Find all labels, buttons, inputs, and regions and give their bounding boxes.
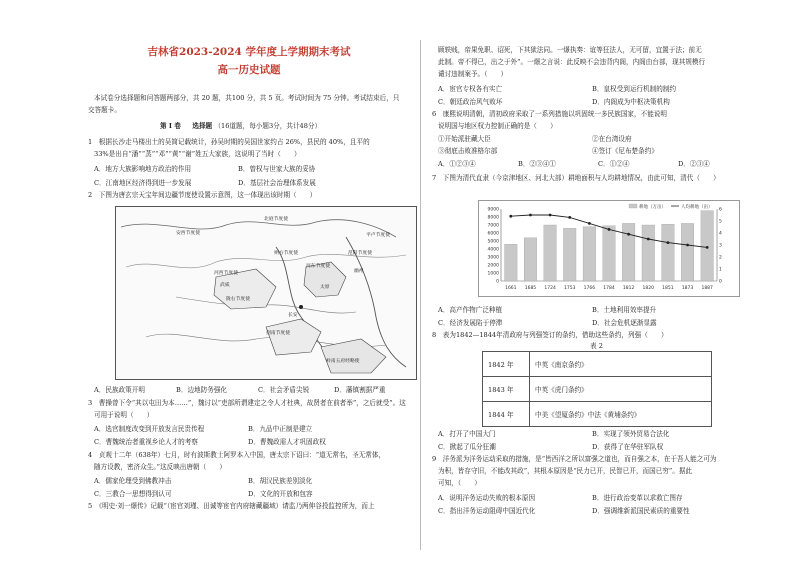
q6-item-2: ②在台湾设府 bbox=[592, 135, 632, 143]
x-tick-label: 1661 bbox=[505, 286, 517, 291]
line-point bbox=[686, 244, 689, 247]
q3-option-b[interactable]: B．九品中正制是建立 bbox=[248, 425, 313, 433]
intro-line-2: 交答题卡。 bbox=[88, 106, 121, 114]
y-tick-label-left: 7000 bbox=[487, 223, 499, 229]
map-label-lingnan: 岭南五府经略使 bbox=[326, 359, 360, 364]
q3-line-1: 3 曹操曾下令“其以屯田为本……”，魏讨以“吏部所谓建定之令人才杜典，故贤者在前者举”，之后就受”。这 bbox=[88, 399, 406, 407]
q9-option-b[interactable]: B．进行政治变革以求救亡图存 bbox=[592, 494, 683, 502]
q3-option-c[interactable]: C．曹魏统治者重视乡论人才的考察 bbox=[94, 438, 198, 446]
q2-option-c[interactable]: C．社会矛盾尖锐 bbox=[258, 386, 310, 394]
q5-cont-line-1: 顾轶贱，帝果免职、诏死，下其狱法同。一燝执奏：谊等狂法人，无可留，宜置于法；前无 bbox=[438, 46, 702, 54]
section-note: （16道题，每小题3分，共计48分） bbox=[214, 122, 322, 130]
q9-line-1: 9 洋务派为洋务运动采取的措施，是“皆西洋之所以富强之道也，而自强之本，在于吾人能之可为 bbox=[432, 455, 717, 463]
table-row bbox=[483, 352, 712, 377]
q6-option-b[interactable]: B．②③④① bbox=[518, 160, 556, 168]
q7-option-d[interactable]: D．社会危机逐渐显露 bbox=[592, 319, 657, 327]
q6-stem: 6 康熙说明清朝，清初政府采取了一系列措施以巩固统一多民族国家，不能说明 bbox=[432, 110, 667, 118]
map-label-longyou: 陇右节度使 bbox=[226, 297, 250, 302]
legend-bar-label: 耕地（万亩） bbox=[639, 205, 666, 210]
table-cell-treaty: 中美《望厦条约》中法《黄埔条约》 bbox=[530, 402, 712, 427]
y-tick-label-right: 0 bbox=[719, 279, 722, 285]
x-tick-label: 1685 bbox=[524, 286, 537, 291]
y-tick-label-left: 4000 bbox=[487, 247, 499, 253]
exam-title: 吉林省2023-2024 学年度上学期期末考试 bbox=[147, 46, 351, 58]
q5-option-d[interactable]: D．内阁成为中枢决策机构 bbox=[592, 98, 670, 106]
table-cell-treaty: 中英《虎门条约》 bbox=[530, 377, 712, 402]
q2-option-a[interactable]: A．民族政策开明 bbox=[94, 386, 145, 394]
q5-option-b[interactable]: B．皇权受到运行机制的制约 bbox=[592, 85, 676, 93]
q7-option-b[interactable]: B．土地利用效率提升 bbox=[592, 306, 657, 314]
bar bbox=[622, 223, 635, 281]
farmland-chart bbox=[478, 200, 740, 297]
x-tick-label: 1766 bbox=[583, 286, 596, 291]
exam-subtitle: 高一历史试题 bbox=[217, 64, 281, 76]
y-tick-label-right: 6 bbox=[719, 207, 722, 213]
line-point bbox=[509, 215, 512, 218]
q4-option-a[interactable]: A．儒家伦理受到佛教冲击 bbox=[94, 477, 172, 485]
x-tick-label: 1887 bbox=[701, 286, 713, 291]
q8-option-c[interactable]: C．掀起了瓜分狂潮 bbox=[438, 443, 496, 451]
line-point bbox=[549, 214, 552, 217]
map-label-taiyuan: 太原 bbox=[320, 285, 330, 290]
q6-stem-2: 说明国与地区权力控制正确的是（ ） bbox=[438, 122, 557, 130]
bar bbox=[603, 226, 616, 281]
q9-option-c[interactable]: C．指出洋务运动阻碍中国近代化 bbox=[438, 507, 536, 515]
q5-cont-line-3: 谴讨违制案予。（ ） bbox=[438, 70, 508, 78]
q4-line-1: 4 贞观十二年（638年）七月，时有波斯教士阿罗本入中国，唐太宗下诏曰：“道无常名，圣无常体， bbox=[88, 451, 386, 459]
q5-option-a[interactable]: A．宦官专权各有实亡 bbox=[438, 85, 503, 93]
q8-stem: 8 表为1842—1844年清政府与列强签订的条约，借助这些条约，列强（ ） bbox=[432, 331, 668, 339]
x-tick-label: 1724 bbox=[544, 286, 556, 291]
line-point bbox=[588, 222, 591, 225]
y-tick-label-right: 3 bbox=[719, 243, 722, 249]
q4-option-d[interactable]: D．文化的开放和包容 bbox=[248, 490, 313, 498]
bar bbox=[662, 224, 675, 281]
q4-option-b[interactable]: B．胡汉民族差别淡化 bbox=[248, 477, 313, 485]
q1-option-d[interactable]: D．基层社会治理体系发展 bbox=[238, 179, 316, 187]
bar bbox=[642, 225, 655, 281]
map-label-hedong: 河东节度使 bbox=[306, 264, 330, 269]
map-label-changan: 长安 bbox=[288, 313, 298, 318]
treaty-table bbox=[482, 351, 712, 427]
q1-line-1: 1 根据长沙走马楼出土的吴简记载统计，孙吴时期的吴国世家约占 26%，县民的 40%，且平的 bbox=[88, 138, 370, 146]
line-point bbox=[608, 228, 611, 231]
y-tick-label-left: 2000 bbox=[487, 263, 499, 269]
y-tick-label-left: 1000 bbox=[487, 271, 499, 277]
y-tick-label-left: 0 bbox=[496, 279, 499, 285]
bar bbox=[563, 228, 576, 281]
q7-stem: 7 下图为清代直隶（今京津地区、河北大部）耕地面积与人均耕地情况，由此可知，清代（ ） bbox=[432, 174, 720, 182]
map-label-wuwei: 武威 bbox=[220, 283, 230, 288]
y-tick-label-right: 5 bbox=[719, 219, 722, 225]
map-label-fanyang: 范阳节度使 bbox=[348, 251, 372, 256]
q2-option-d[interactable]: D．藩镇割据严重 bbox=[334, 386, 386, 394]
q6-option-c[interactable]: C．①②④ bbox=[598, 160, 630, 168]
map-label-pinglu: 平卢节度使 bbox=[366, 233, 390, 238]
section-label: 第 Ⅰ 卷 bbox=[160, 122, 181, 130]
column-divider bbox=[420, 40, 421, 550]
line-point bbox=[627, 233, 630, 236]
tang-military-map bbox=[115, 206, 417, 380]
bar bbox=[524, 238, 537, 281]
table-cell-year: 1844 年 bbox=[483, 402, 530, 427]
q5-line-1: 5 《明史·刘一燝传》记载“（宦官刘瑾、田诚等宦官内府辖藏疆域）请监乃两伸谷投监控所为，而上 bbox=[88, 502, 375, 510]
bar bbox=[583, 227, 596, 281]
table-cell-treaty: 中英《南京条约》 bbox=[530, 352, 712, 377]
y-tick-label-left: 5000 bbox=[487, 239, 499, 245]
section-header bbox=[160, 120, 321, 132]
q8-table-label: 表 2 bbox=[590, 342, 603, 350]
q8-option-b[interactable]: B．实现了领外贸易合法化 bbox=[592, 430, 670, 438]
x-tick-label: 1851 bbox=[662, 286, 674, 291]
legend-line-label: 人均耕地（亩） bbox=[681, 205, 713, 210]
q6-item-3: ③彻底击败准格尔部 bbox=[438, 147, 498, 155]
q5-cont-line-2: 此制。帝不得已，出之于外”。一燝之言说：此反映不会违背内阁，内阁由台部，现其规模行 bbox=[438, 58, 706, 66]
q1-option-a[interactable]: A．地方大族影响地方政治的作用 bbox=[94, 165, 192, 173]
q6-option-a[interactable]: A．①②③④ bbox=[438, 160, 476, 168]
section-title: 选择题 bbox=[192, 122, 213, 130]
q7-option-a[interactable]: A．高产作物广泛种植 bbox=[438, 306, 503, 314]
line-point bbox=[647, 238, 650, 241]
x-tick-label: 1820 bbox=[642, 286, 654, 291]
y-tick-label-right: 2 bbox=[719, 255, 722, 261]
q6-item-4: ④签订《尼布楚条约》 bbox=[592, 147, 658, 155]
q9-line-3: 可知，（ ） bbox=[438, 479, 481, 487]
line-point bbox=[529, 214, 532, 217]
q1-option-c[interactable]: C．江南地区经济得到进一步发展 bbox=[94, 179, 192, 187]
q9-option-a[interactable]: A．说明洋务运动失败的根本原因 bbox=[438, 494, 536, 502]
map-label-beiting: 北庭节度使 bbox=[264, 217, 288, 222]
map-label-anxi: 安西节度使 bbox=[176, 231, 200, 236]
table-row bbox=[483, 377, 712, 402]
map-label-shuofang: 朔方节度使 bbox=[274, 251, 298, 256]
q1-option-b[interactable]: B．曾权与世家大族的妥协 bbox=[238, 165, 316, 173]
map-label-hexi: 河西节度使 bbox=[214, 271, 238, 276]
y-tick-label-left: 3000 bbox=[487, 255, 499, 261]
table-row bbox=[483, 402, 712, 427]
q2-stem: 2 下图为唐玄宗天宝年间边疆节度使设置示意图，这一体现出该时期（ ） bbox=[88, 191, 317, 199]
table-cell-year: 1843 年 bbox=[483, 377, 530, 402]
q3-option-a[interactable]: A．选官制度改变到开放发言民贵传程 bbox=[94, 425, 205, 433]
q9-option-d[interactable]: D．强调维新派国民素质的重要性 bbox=[592, 507, 690, 515]
x-tick-label: 1873 bbox=[681, 286, 694, 291]
q4-option-c[interactable]: C．三教合一思想得到认可 bbox=[94, 490, 172, 498]
bar bbox=[544, 225, 557, 281]
q1-line-2: 33%是出自“潘”“蒸”“邓”“黄”“谢”姓五大家族，这说明了当时（ ） bbox=[94, 150, 301, 158]
q6-option-d[interactable]: D．②③④ bbox=[678, 160, 710, 168]
q2-option-b[interactable]: B．边地防务强化 bbox=[176, 386, 228, 394]
intro-line-1: 本试卷分选择题和问答题两部分，共 20 题，共100 分，共 5 页。考试时间为 75 分钟。考试结束后，只 bbox=[94, 94, 400, 102]
q5-option-c[interactable]: C．朝廷政治风气败坏 bbox=[438, 98, 503, 106]
y-tick-label-left: 8000 bbox=[487, 215, 499, 221]
y-tick-label-left: 9000 bbox=[487, 207, 499, 213]
map-label-jiannan: 剑南节度使 bbox=[266, 331, 290, 336]
q3-line-2: 可用于说明（ ） bbox=[94, 411, 154, 419]
x-tick-label: 1753 bbox=[564, 286, 576, 291]
line-point bbox=[667, 241, 670, 244]
q8-option-d[interactable]: D．获得了在华驻军队权 bbox=[592, 443, 664, 451]
line-point bbox=[568, 216, 571, 219]
map-label-youzhou: 幽州 bbox=[354, 269, 364, 274]
q9-line-2: 为积，皆存守旧，不能改其政”，其根本原因是“民力已开，民智已开，而国已穷”。据此 bbox=[438, 467, 693, 475]
y-tick-label-right: 1 bbox=[719, 267, 722, 273]
chart-svg bbox=[479, 201, 739, 296]
table-cell-year: 1842 年 bbox=[483, 352, 530, 377]
y-tick-label-left: 6000 bbox=[487, 231, 499, 237]
bar bbox=[681, 223, 694, 281]
q4-line-2: 随方设教，密济众生。”这反映出唐朝（ ） bbox=[94, 463, 226, 471]
q8-option-a[interactable]: A．打开了中国大门 bbox=[438, 430, 496, 438]
legend-bar-swatch bbox=[629, 204, 637, 208]
q7-option-c[interactable]: C．经济发展陷于停滞 bbox=[438, 319, 503, 327]
q6-item-1: ①开始派驻藏大臣 bbox=[438, 135, 491, 143]
x-tick-label: 1812 bbox=[622, 286, 635, 291]
x-tick-label: 1784 bbox=[603, 286, 615, 291]
line-point bbox=[706, 246, 709, 249]
y-tick-label-right: 4 bbox=[719, 231, 722, 237]
q3-option-d[interactable]: D．曹魏政需人才巩固政权 bbox=[248, 438, 326, 446]
bar bbox=[701, 211, 714, 281]
bar bbox=[505, 244, 518, 281]
